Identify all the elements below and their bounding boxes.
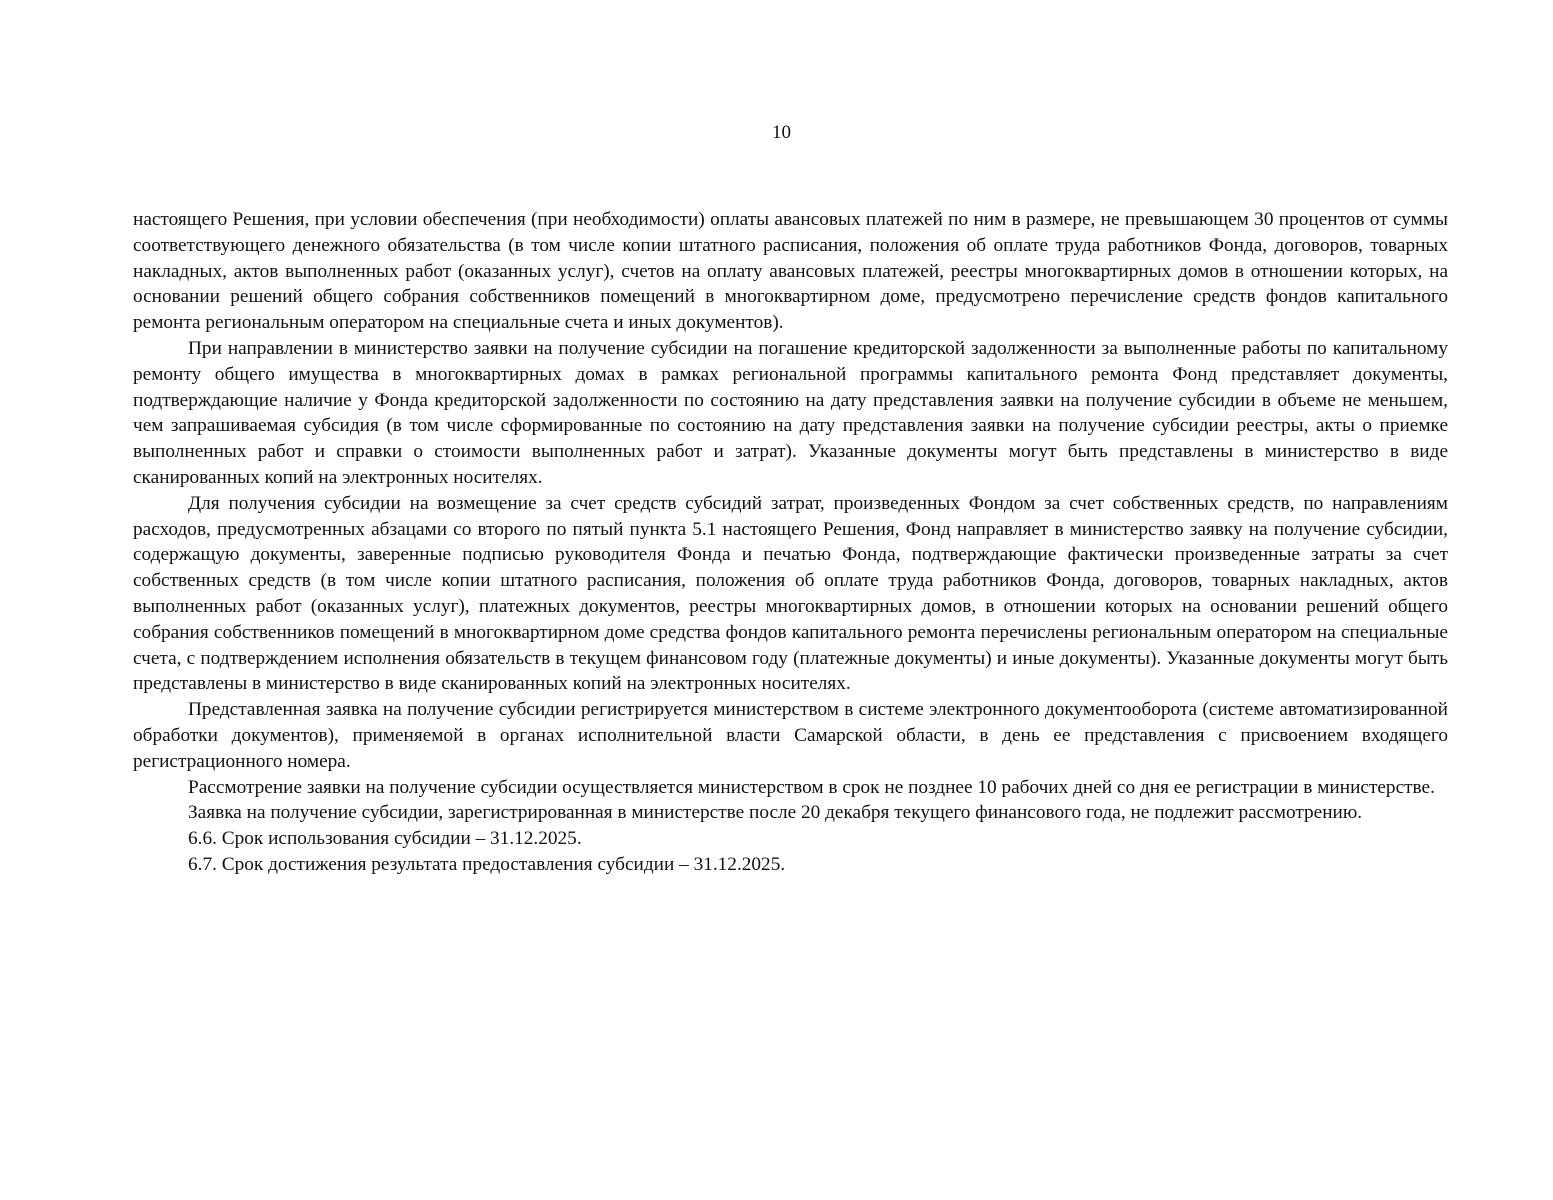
paragraph-result-deadline: 6.7. Срок достижения результата предоставления субсидии – 31.12.2025. [188, 853, 786, 875]
paragraph-usage-deadline: 6.6. Срок использования субсидии – 31.12.2025. [188, 828, 582, 850]
paragraph-creditor-debt: При направлении в министерство заявки на получение субсидии на погашение кредиторской задолженности за выполненные работы по капитальному ремонту общего имущества в многоквартирных домах в рамках региональной программы капитального ремонта Фонд представляет документы, подтверждающие наличие у Фонда кредиторской задолженности по состоянию на дату представления заявки на получение субсидии в объеме не меньшем, чем запрашиваемая субсидия (в том числе сформированные по состоянию на дату представления заявки на получение субсидии реестры, акты о приемке выполненных работ и справки о стоимости выполненных работ и затрат). Указанные документы могут быть представлены в министерство в виде сканированных копий на электронных носителях. [133, 337, 1448, 488]
paragraph-late-application: Заявка на получение субсидии, зарегистрированная в министерстве после 20 декабря текущего финансового года, не подлежит рассмотрению. [188, 802, 1363, 824]
page-number: 10 [772, 122, 791, 143]
paragraph-continuation: настоящего Решения, при условии обеспечения (при необходимости) оплаты авансовых платежей по ним в размере, не превышающем 30 процентов от суммы соответствующего денежного обязательства (в том числе копии штатного расписания, положения об оплате труда работников Фонда, договоров, товарных накладных, актов выполненных работ (оказанных услуг), счетов на оплату авансовых платежей, реестры многоквартирных домов в отношении которых, на основании решений общего собрания собственников помещений в многоквартирном доме, предусмотрено перечисление средств фондов капитального ремонта региональным оператором на специальные счета и иных документов). [133, 209, 1448, 334]
paragraph-cost-reimbursement: Для получения субсидии на возмещение за счет средств субсидий затрат, произведенных Фондом за счет собственных средств, по направлениям расходов, предусмотренных абзацами со второго по пятый пункта 5.1 настоящего Решения, Фонд направляет в министерство заявку на получение субсидии, содержащую документы, заверенные подписью руководителя Фонда и печатью Фонда, подтверждающие фактически произведенные затраты за счет собственных средств (в том числе копии штатного расписания, положения об оплате труда работников Фонда, договоров, товарных накладных, актов выполненных работ (оказанных услуг), платежных документов, реестры многоквартирных домов, в отношении которых на основании решений общего собрания собственников помещений в многоквартирном доме средства фондов капитального ремонта перечислены региональным оператором на специальные счета, с подтверждением исполнения обязательств в текущем финансовом году (платежные документы) и иные документы). Указанные документы могут быть представлены в министерство в виде сканированных копий на электронных носителях. [133, 492, 1448, 695]
document-body [133, 207, 1448, 878]
paragraph-registration: Представленная заявка на получение субсидии регистрируется министерством в системе электронного документооборота (системе автоматизированной обработки документов), применяемой в органах исполнительной власти Самарской области, в день ее представления с присвоением входящего регистрационного номера. [133, 699, 1448, 772]
paragraph-review-term: Рассмотрение заявки на получение субсидии осуществляется министерством в срок не позднее 10 рабочих дней со дня ее регистрации в министерстве. [188, 776, 1435, 798]
